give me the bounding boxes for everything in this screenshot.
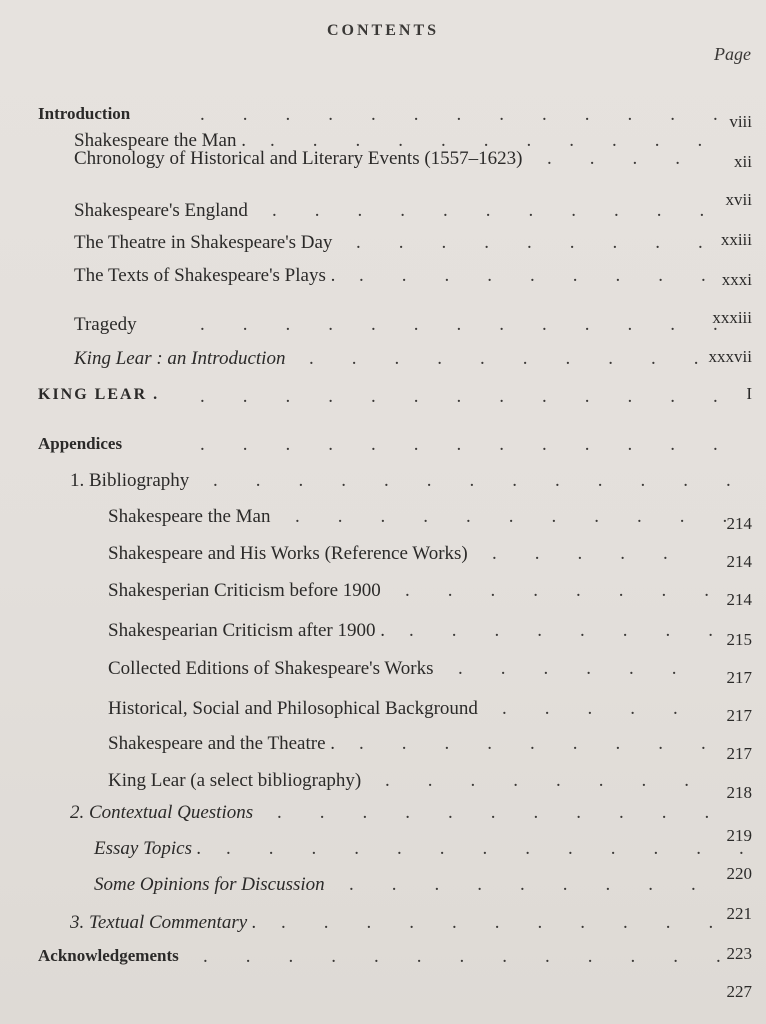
toc-entry [0,104,766,132]
leader-dots: . . . . . [502,698,678,719]
leader-dots: . . . . . . . . . . [309,348,699,369]
toc-entry [0,506,766,534]
leader-dots: . . . . . . . . . . . . . [200,104,718,125]
toc-entry-title: Shakespeare and the Theatre . [108,733,336,754]
leader-dots: . . . . . . . . . . . . . [203,946,721,967]
toc-entry [0,658,766,686]
toc-page-number: xxxvii [708,347,752,366]
leader-dots: . . . . . . . . . . . . . [226,838,744,859]
toc-entry-title: Shakespeare the Man . [74,130,246,151]
toc-page-number: 221 [726,904,752,923]
toc-page-number: 214 [726,590,752,609]
toc-page-number: 223 [726,944,752,963]
toc-entry-title: Collected Editions of Shakespeare's Works [108,658,434,679]
toc-entry [0,190,766,228]
toc-entry [0,470,766,498]
leader-dots: . . . . . . . . [409,620,713,641]
toc-page-number: 218 [726,783,752,802]
toc-entry [0,543,766,571]
leader-dots: . . . . . . . . [405,580,709,601]
toc-entry [0,838,766,883]
leader-dots: . . . . . . . . . . . . . [200,434,718,455]
toc-entry-title: Some Opinions for Discussion [94,874,325,895]
toc-page-number: xvii [725,190,752,209]
toc-entry [0,265,766,293]
toc-entry-title: 2. Contextual Questions [70,802,254,823]
toc-page-number: 214 [726,552,752,571]
toc-page-number: viii [729,112,752,131]
toc-entry-title: 3. Textual Commentary . [70,912,257,933]
toc-page-number: 214 [726,514,752,533]
toc-entry-title: The Texts of Shakespeare's Plays . [74,265,336,286]
toc-entry [0,946,766,1001]
toc-entry-title: Essay Topics . [94,838,202,859]
toc-entry-title: Chronology of Historical and Literary Events (1557–1623) [74,148,523,169]
toc-entry-title: Shakespeare and His Works (Reference Works) [108,543,468,564]
leader-dots: . . . . . . . . . . . . . [200,386,718,407]
page-heading: CONTENTS [326,22,440,39]
leader-dots: . . . . . . . . . [359,265,706,286]
toc-page-number: 217 [726,706,752,725]
toc-entry [0,802,766,845]
leader-dots: . . . . . . . . . . . . . [200,314,718,335]
toc-page-number: 219 [726,826,752,845]
toc-entry-title: King Lear (a select bibliography) [108,770,362,791]
page-column-label: Page [714,44,751,64]
toc-entry-title: King Lear : an Introduction [74,348,286,369]
toc-entry-title: Appendices [38,434,123,453]
toc-page-number: 217 [726,744,752,763]
toc-entry-title: Shakespeare's England [74,200,248,221]
toc-page-number: I [746,384,752,403]
toc-entry [0,386,766,414]
toc-page-number: xii [734,152,752,171]
toc-page-number: 215 [726,630,752,649]
toc-page-number: 227 [726,982,752,1001]
toc-entry [0,770,766,802]
toc-entry [0,620,766,648]
toc-page-number: xxiii [720,230,752,249]
toc-entry-title: Tragedy [74,314,137,335]
toc-page-number: 217 [726,668,752,687]
leader-dots: . . . . . . . . . . . [272,200,705,221]
toc-entry [0,698,766,726]
toc-entry-title: Shakespeare the Man [108,506,271,527]
toc-page-number: 220 [726,864,752,883]
leader-dots: . . . . . . . . [385,770,689,791]
toc-entry-title: Acknowledgements [38,946,179,965]
leader-dots: . . . . . [492,543,668,564]
toc-entry-title: The Theatre in Shakespeare's Day [74,232,333,253]
toc-entry [0,232,766,260]
toc-entry [0,148,766,176]
toc-entry-title: 1. Bibliography [70,470,190,491]
toc-entry [0,308,766,342]
leader-dots: . . . . . . . . . [349,874,696,895]
leader-dots: . . . . . . . . . . . [270,130,703,151]
toc-entry-title: Introduction [38,104,131,123]
leader-dots: . . . . . . . . . . . [281,912,714,933]
leader-dots: . . . . . . [458,658,677,679]
toc-entry [0,580,766,608]
toc-entry-title: KING LEAR . [38,386,160,403]
toc-page-number: xxxiii [712,308,752,327]
toc-entry [0,434,766,462]
toc-entry-title: Shakespearian Criticism after 1900 . [108,620,386,641]
leader-dots: . . . . [547,148,680,169]
leader-dots: . . . . . . . . . [359,733,706,754]
toc-entry [0,733,766,761]
toc-entry [0,348,766,376]
leader-dots: . . . . . . . . . [356,232,703,253]
toc-entry-title: Shakesperian Criticism before 1900 [108,580,381,601]
leader-dots: . . . . . . . . . . . [295,506,728,527]
leader-dots: . . . . . . . . . . . . . [213,470,731,491]
toc-entry-title: Historical, Social and Philosophical Background [108,698,478,719]
toc-page-number: xxxi [721,270,752,289]
leader-dots: . . . . . . . . . . . [277,802,710,823]
